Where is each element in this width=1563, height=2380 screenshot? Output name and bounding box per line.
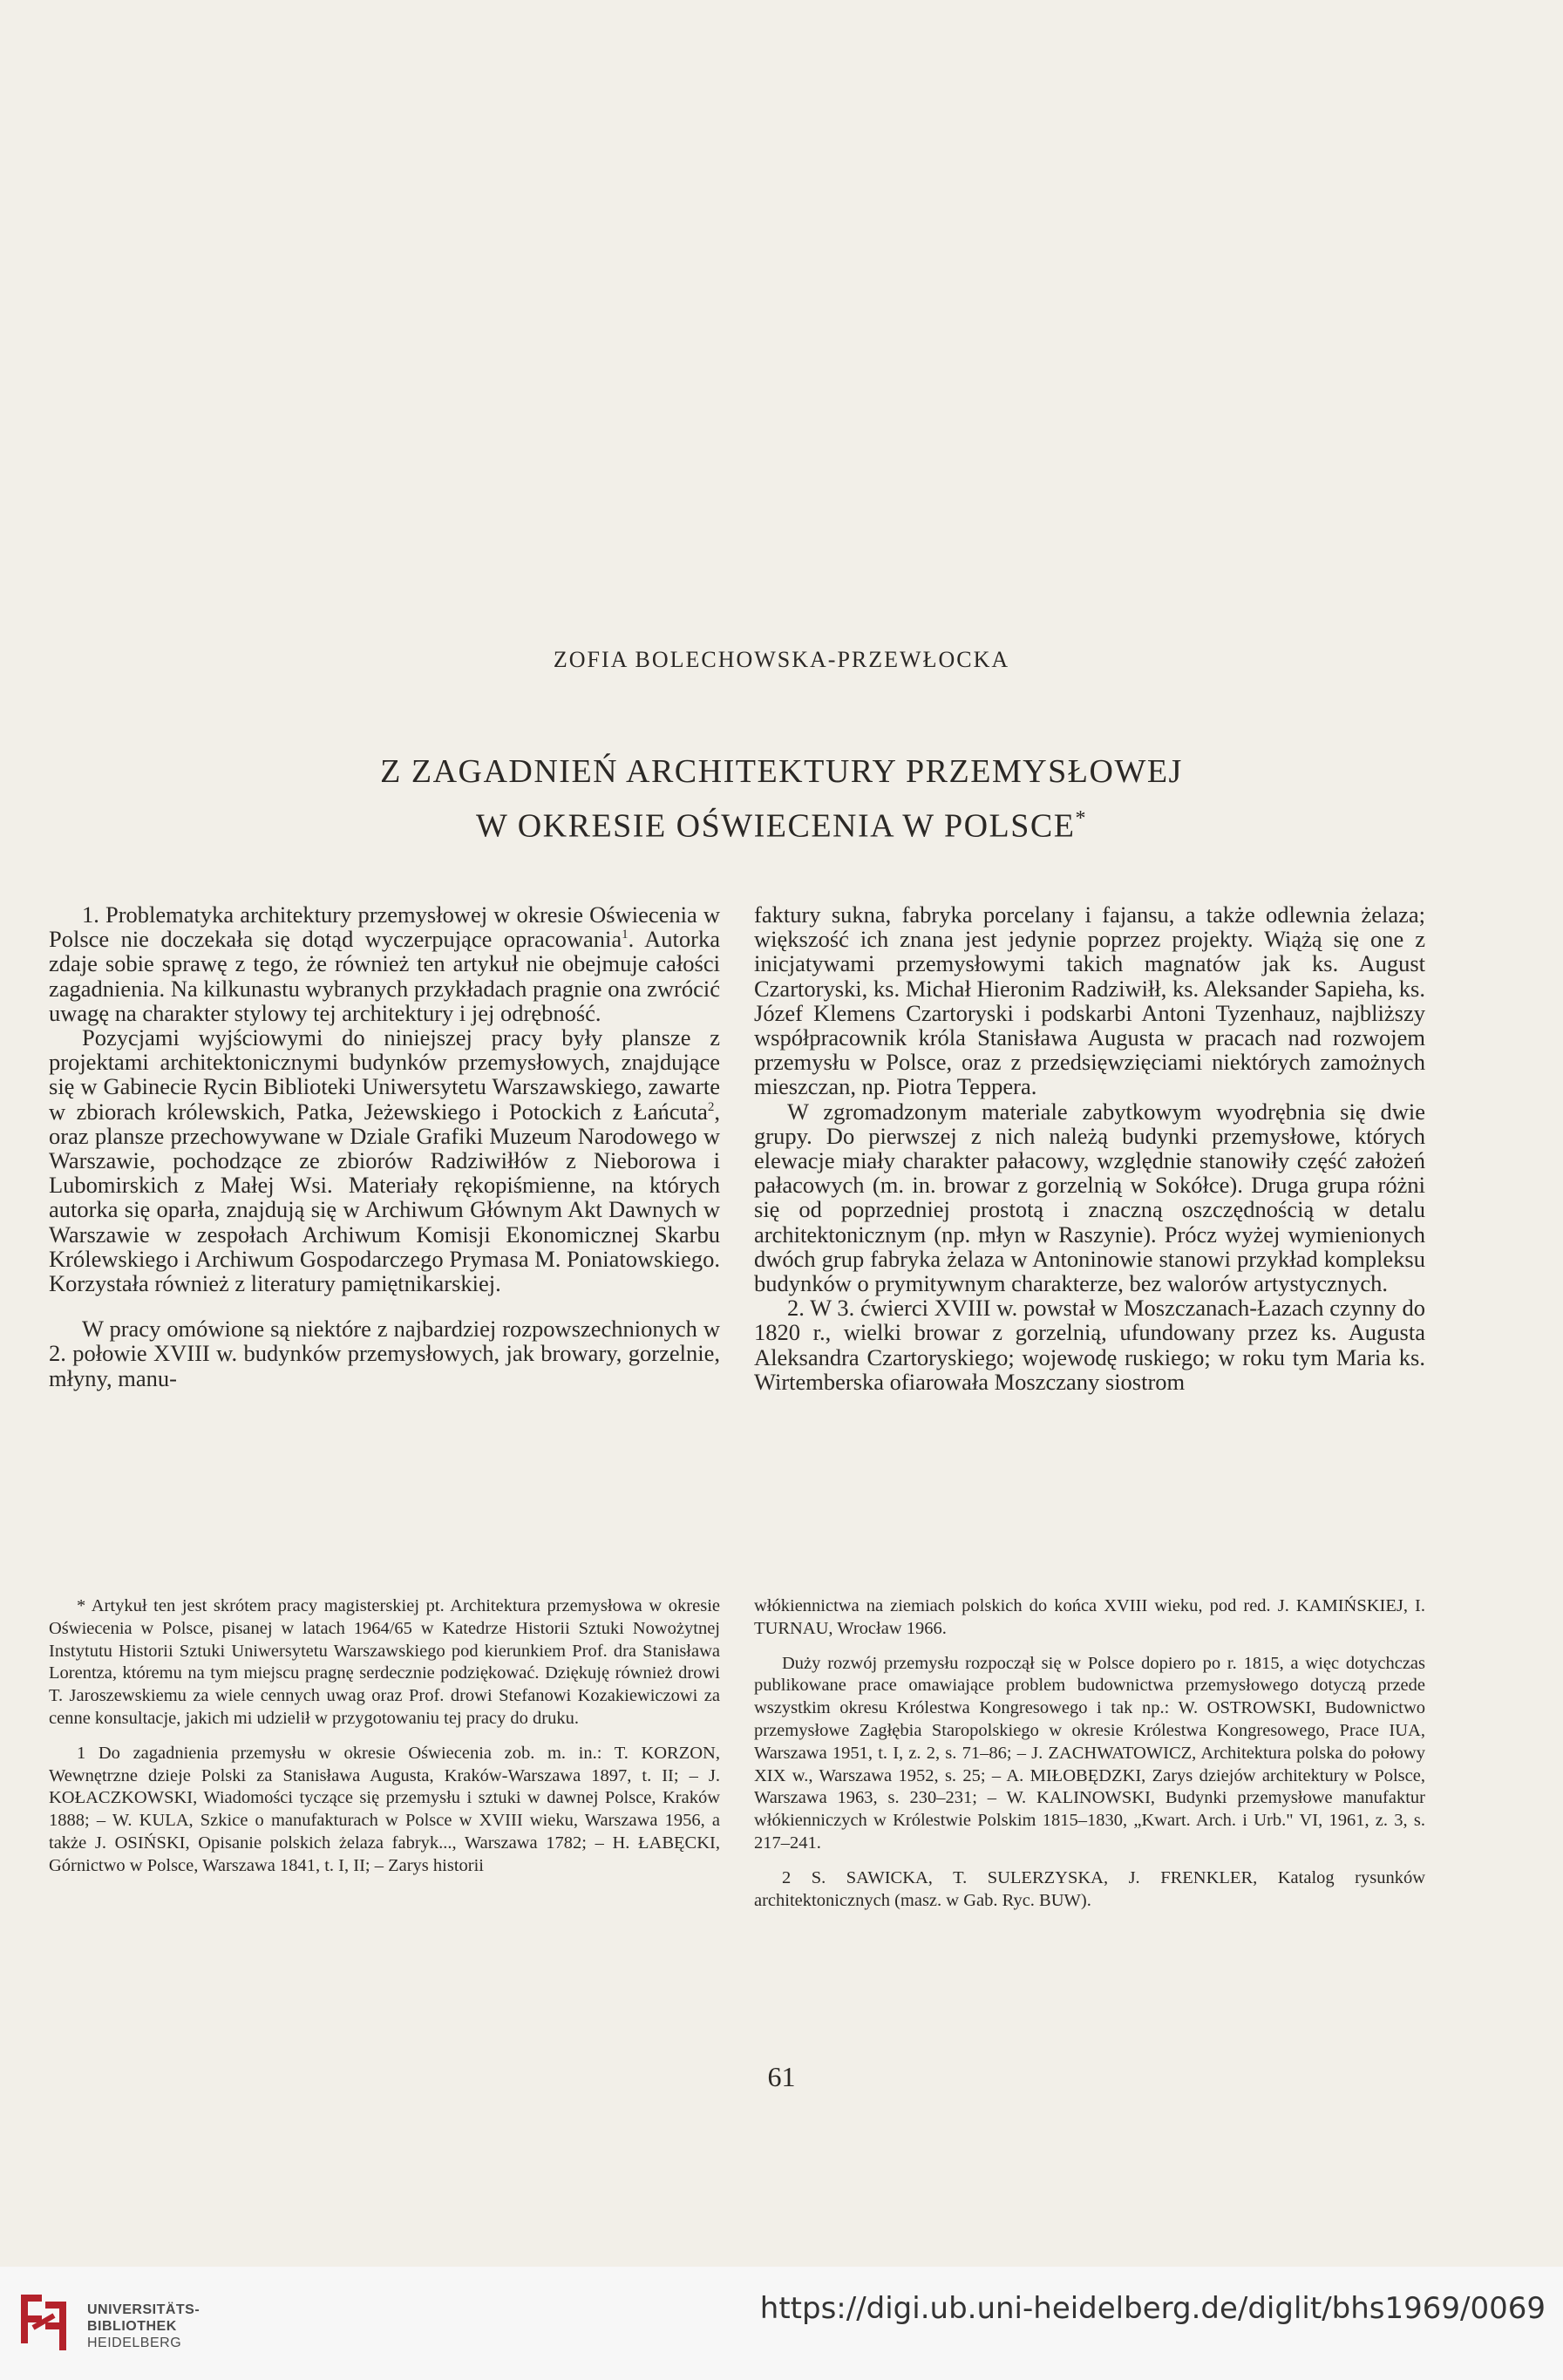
page-number: 61 xyxy=(767,2061,796,2092)
paragraph: W zgromadzonym materiale zabytkowym wyodrębnia się dwie grupy. Do pierwszej z nich należą budynki przemysłowe, których elewacje miały charakter pałacowy, względnie stanowiły część założeń pałacowych (m. in. browar z gorzelnią w Sokółce). Druga grupa różni się od poprzedniej prostotą i znaczną oszczędnością w detalu architektonicznym (np. młyn w Raszynie). Prócz wyżej wymienionych dwóch grup fabryka żelaza w Antoninowie stanowi przykład kompleksu budynków o prymitywnym charakterze, bez walorów artystycznych. xyxy=(754,1098,1425,1297)
footnote: 2 S. SAWICKA, T. SULERZYSKA, J. FRENKLER, Katalog rysunków architektonicznych (masz. w Gab. Ryc. BUW). xyxy=(754,1867,1425,1910)
footnote-ref: 2 xyxy=(707,1099,715,1114)
paragraph-text: Pozycjami wyjściowymi do niniejszej pracy były plansze z projektami architektonicznymi budynków przemysłowych, znajdujące się w Gabinecie Rycin Biblioteki Uniwersytetu Warszawskiego, zawarte w zbiorach królewskich, Patka, Jeżewskiego i Potockich z Łańcuta xyxy=(49,1024,720,1125)
title-line-2-text: W OKRESIE OŚWIECENIA W POLSCE xyxy=(476,807,1076,845)
library-name-line: HEIDELBERG xyxy=(87,2336,182,2350)
footnote: Duży rozwój przemysłu rozpoczął się w Polsce dopiero po r. 1815, a więc dotychczas publikowane prace omawiające problem budownictwa przemysłowego dotyczą przede wszystkim okresu Królestwa Kongresowego i tak np.: W. OSTROWSKI, Budownictwo przemysłowe Zagłębia Staropolskiego w okresie Królestwa Kongresowego, Prace IUA, Warszawa 1951, t. I, z. 2, s. 71–86; – J. ZACHWATOWICZ, Architektura polska do połowy XIX w., Warszawa 1952, s. 25; – A. MIŁOBĘDZKI, Zarys dziejów architektury w Polsce, Warszawa 1963, s. 230–231; – W. KALINOWSKI, Budynki przemysłowe manufaktur włókienniczych w Królestwie Polskim 1815–1830, „Kwart. Arch. i Urb." VI, 1961, z. 3, s. 217–241. xyxy=(754,1653,1425,1853)
paragraph xyxy=(49,1025,720,1295)
paragraph xyxy=(49,902,720,1025)
paragraph-text: , oraz plansze przechowywane w Dziale Grafiki Muzeum Narodowego w Warszawie, pochodzące ze zbiorów Radziwiłłów z Nieborowa i Lubomirskich z Małej Wsi. Materiały rękopiśmienne, na których autorka się oparła, znajdują się w Archiwum Głównym Akt Dawnych w Warszawie w zespołach Archiwum Komisji Ekonomicznej Skarbu Królewskiego i Archiwum Gospodarczego Prymasa M. Poniatowskiego. Korzystała również z literatury pamiętnikarskiej. xyxy=(49,1098,720,1297)
ub-heidelberg-logo-icon xyxy=(16,2289,71,2356)
author-name: ZOFIA BOLECHOWSKA-PRZEWŁOCKA xyxy=(553,647,1010,672)
library-name xyxy=(87,2302,200,2351)
library-logo[interactable] xyxy=(16,2286,277,2364)
viewer-footer xyxy=(0,2267,1563,2380)
title-footnote-mark: * xyxy=(1075,807,1087,830)
title-line-2 xyxy=(0,795,1563,850)
permalink-url[interactable]: https://digi.ub.uni-heidelberg.de/diglit/bhs1969/0069 xyxy=(759,2291,1546,2326)
article-title xyxy=(0,748,1563,850)
footnote: 1 Do zagadnienia przemysłu w okresie Oświecenia zob. m. in.: T. KORZON, Wewnętrzne dzieje Polski za Stanisława Augusta, Kraków-Warszawa 1897, t. II; – J. KOŁACZKOWSKI, Wiadomości tyczące się przemysłu i sztuki w dawnej Polsce, Kraków 1888; – W. KULA, Szkice o manufakturach w Polsce w XVIII wieku, Warszawa 1956, a także J. OSIŃSKI, Opisanie polskich żelaza fabryk..., Warszawa 1782; – H. ŁABĘCKI, Górnictwo w Polsce, Warszawa 1841, t. I, II; – Zarys historii xyxy=(49,1743,720,1875)
paragraph: 2. W 3. ćwierci XVIII w. powstał w Moszczanach-Łazach czynny do 1820 r., wielki browar z gorzelnią, ufundowany przez ks. Augusta Aleksandra Czartoryskiego; wojewodę ruskiego; w roku tym Maria ks. Wirtemberska ofiarowała Moszczany siostrom xyxy=(754,1295,1425,1395)
body-column-right xyxy=(754,902,1425,1394)
footnote: włókiennictwa na ziemiach polskich do końca XVIII wieku, pod red. J. KAMIŃSKIEJ, I. TURNAU, Wrocław 1966. xyxy=(754,1596,1425,1638)
paragraph: W pracy omówione są niektóre z najbardziej rozpowszechnionych w 2. połowie XVIII w. budynków przemysłowych, jak browary, gorzelnie, młyny, manu- xyxy=(49,1316,720,1391)
paragraph: faktury sukna, fabryka porcelany i fajansu, a także odlewnia żelaza; większość ich znana jest jedynie poprzez projekty. Wiążą się one z inicjatywami przemysłowymi takich magnatów jak ks. August Czartoryski, ks. Michał Hieronim Radziwiłł, ks. Aleksander Sapieha, ks. Józef Klemens Czartoryski i podskarbi Antoni Tyzenhauz, najbliższy współpracownik króla Stanisława Augusta w pracach nad rozwojem przemysłu w Polsce, oraz z przedsięwzięciami niektórych zamożnych mieszczan, np. Piotra Teppera. xyxy=(754,901,1425,1100)
footnote-ref: 1 xyxy=(622,928,629,942)
title-line-1: Z ZAGADNIEŃ ARCHITEKTURY PRZEMYSŁOWEJ xyxy=(380,753,1183,790)
footnote: * Artykuł ten jest skrótem pracy magisterskiej pt. Architektura przemysłowa w okresie Oświecenia w Polsce, pisanej w latach 1964/65 w Katedrze Historii Sztuki Nowożytnej Instytutu Historii Sztuki Uniwersytetu Warszawskiego pod kierunkiem Prof. dra Stanisława Lorentza, któremu na tym miejscu pragnę serdecznie podziękować. Dziękuję również drowi T. Jaroszewskiemu za wiele cennych uwag oraz Prof. drowi Stefanowi Kozakiewiczowi za cenne konsultacje, jakich mi udzielił w przygotowaniu tej pracy do druku. xyxy=(49,1596,720,1728)
paragraph-text: . Autorka zdaje sobie sprawę z tego, że również ten artykuł nie obejmuje całości zagadnienia. Na kilkunastu wybranych przykładach pragnie ona zwrócić uwagę na charakter stylowy tej architektury i jej odrębność. xyxy=(49,926,720,1026)
library-name-line: BIBLIOTHEK xyxy=(87,2319,177,2334)
library-name-line: UNIVERSITÄTS- xyxy=(87,2302,200,2317)
footnotes-left xyxy=(49,1595,720,1890)
body-column-left xyxy=(49,902,720,1391)
footnotes-right xyxy=(754,1595,1425,1924)
paragraph-text: 1. Problematyka architektury przemysłowej w okresie Oświecenia w Polsce nie doczekała się dotąd wyczerpujące opracowania xyxy=(49,901,720,953)
